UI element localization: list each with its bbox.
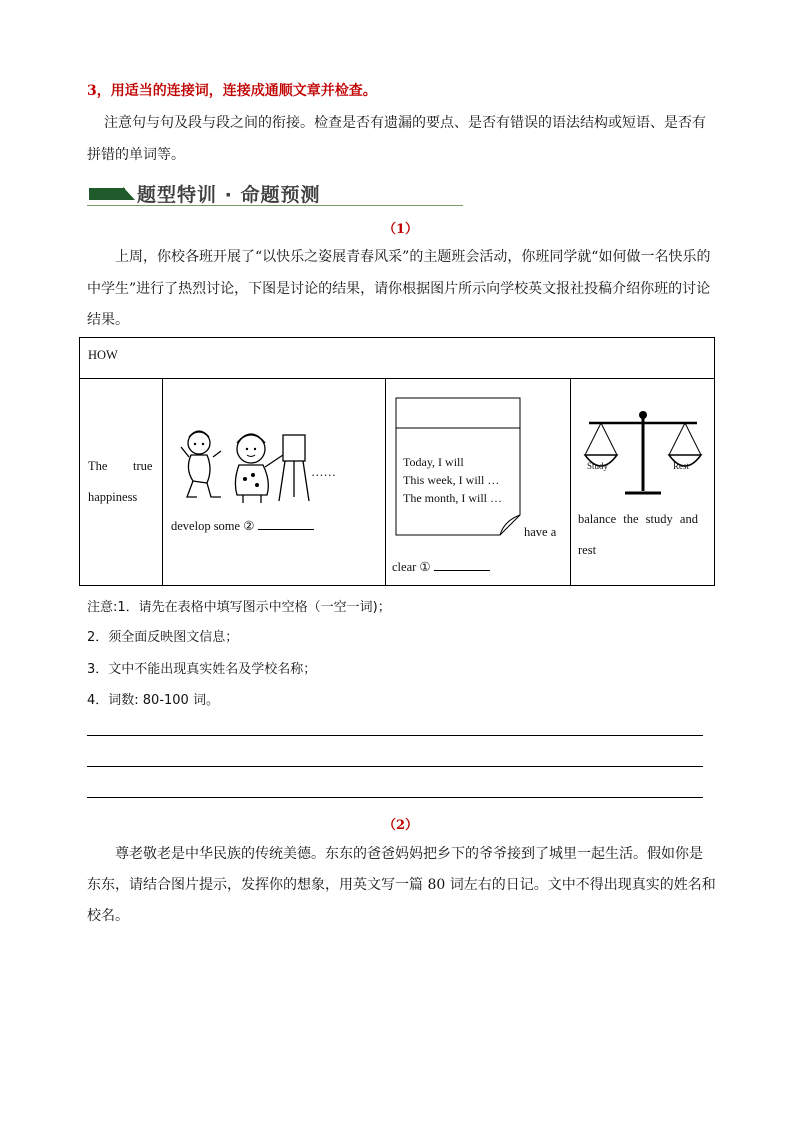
task1-line3: 结果。: [87, 312, 129, 328]
plan-line-week: This week, I will …: [403, 473, 500, 487]
develop-some-caption: [171, 517, 314, 534]
blank-1-input[interactable]: [434, 558, 490, 571]
label-rest: Rest: [673, 461, 690, 471]
cell-plans: [386, 379, 571, 586]
writing-line-1[interactable]: [87, 735, 703, 736]
have-a-caption: have a: [524, 525, 557, 539]
plan-line-month: The month, I will …: [403, 491, 502, 505]
plan-line-today: Today, I will: [403, 455, 464, 469]
cell-balance: [571, 379, 715, 586]
note-1: 注意:1．请先在表格中填写图示中空格（一空一词)；: [87, 600, 391, 615]
balance-caption-line2: rest: [578, 543, 597, 557]
step3-body-line2: 拼错的单词等。: [87, 147, 185, 163]
blank-mark-1: ①: [419, 560, 431, 574]
task1-number: （1）: [383, 222, 419, 237]
word-happiness: happiness: [88, 490, 138, 504]
task2-line3: 校名。: [87, 908, 129, 924]
task1-line2: 中学生”进行了热烈讨论，下图是讨论的结果，请你根据图片所示向学校英文报社投稿介绍你班的讨论: [87, 281, 711, 297]
banner-title: 题型特训 · 命题预测: [137, 184, 321, 206]
word-the: The: [88, 459, 108, 473]
how-header-cell: [80, 338, 715, 379]
step3-title: 3，用适当的连接词，连接成通顺文章并检查。: [87, 83, 377, 99]
note-4: 4．词数: 80-100 词。: [87, 693, 219, 708]
how-table: [79, 337, 715, 586]
how-header: HOW: [88, 348, 118, 362]
label-study: Study: [587, 461, 609, 471]
balance-scale-icon: [581, 407, 705, 497]
task1-line1: 上周，你校各班开展了“以快乐之姿展青春风采”的主题班会活动，你班同学就“如何做一名快乐的: [115, 249, 711, 265]
step3-body-line1: 注意句与句及段与段之间的衔接。检查是否有遗漏的要点、是否有错误的语法结构或短语、是否有: [104, 115, 706, 131]
kids-drawing-icon: [177, 427, 317, 505]
cell-hobbies: [163, 379, 386, 586]
cell-true-happiness: [80, 379, 163, 586]
develop-some-text: develop some: [171, 519, 241, 533]
banner-bar-icon: [89, 188, 125, 200]
word-true: true: [133, 459, 153, 473]
task2-line2: 东东，请结合图片提示，发挥你的想象，用英文写一篇 80 词左右的日记。文中不得出现真实的姓名和: [87, 877, 716, 893]
blank-mark-2: ②: [243, 519, 255, 533]
clear-caption: [392, 558, 490, 575]
writing-line-3[interactable]: [87, 797, 703, 798]
note-2: 2．须全面反映图文信息；: [87, 630, 239, 645]
clear-text: clear: [392, 560, 417, 574]
task2-line1: 尊老敬老是中华民族的传统美德。东东的爸爸妈妈把乡下的爷爷接到了城里一起生活。假如你是: [115, 846, 703, 862]
note-3: 3．文中不能出现真实姓名及学校名称；: [87, 662, 317, 677]
task2-number: （2）: [383, 818, 419, 833]
writing-line-2[interactable]: [87, 766, 703, 767]
plan-note-lines: [403, 453, 502, 507]
banner-underline: [87, 205, 463, 206]
balance-caption-line1: balance the study and: [578, 512, 698, 526]
hobbies-ellipsis: ……: [311, 465, 336, 479]
section-banner: [87, 178, 463, 208]
banner-arrow-icon: [123, 184, 135, 202]
blank-2-input[interactable]: [258, 517, 314, 530]
